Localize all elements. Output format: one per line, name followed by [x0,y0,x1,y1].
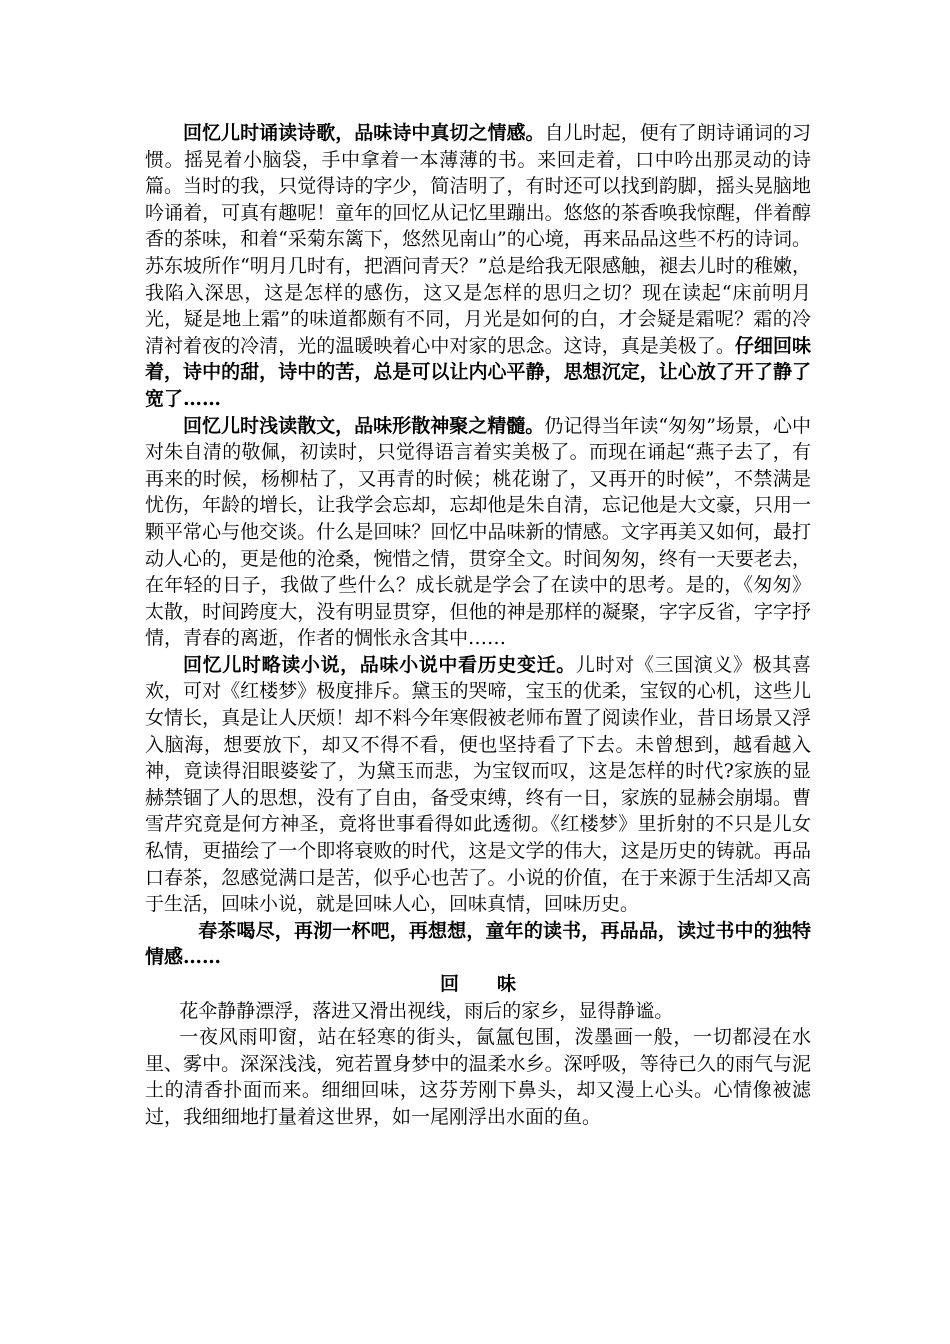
paragraph-prose-body: 仍记得当年读“匆匆”场景，心中对朱自清的敬佩，初读时，只觉得语言着实美极了。而现在诵起“燕子去了，有再来的时候，杨柳枯了，又再青的时候；桃花谢了，又再开的时候”，不禁满是忧伤，年龄的增长，让我学会忘却，忘却他是朱自清，忘记他是大文豪，只用一颗平常心与他交谈。什么是回味？回忆中品味新的情感。文字再美又如何，最打动人心的，更是他的沧桑，惋惜之情，贯穿全文。时间匆匆，终有一天要老去，在年轻的日子，我做了些什么？成长就是学会了在读中的思考。是的，《匆匆》太散，时间跨度大，没有明显贯穿，但他的神是那样的凝聚，字字反省，字字抒情，青春的离逝，作者的惆怅永含其中…… [145,414,811,650]
paragraph-novel-body: 儿时对《三国演义》极其喜欢，可对《红楼梦》极度排斥。黛玉的哭啼，宝玉的优柔，宝钗的心机，这些儿女情长，真是让人厌烦！却不料今年寒假被老师布置了阅读作业，昔日场景又浮入脑海，想要放下，却又不得不看，便也坚持看了下去。未曾想到，越看越入神，竟读得泪眼婆娑了，为黛玉而悲，为宝钗而叹，这是怎样的时代?家族的显赫禁锢了人的思想，没有了自由，备受束缚，终有一日，家族的显赫会崩塌。曹雪芹究竟是何方神圣，竟将世事看得如此透彻。《红楼梦》里折射的不只是儿女私情，更描绘了一个即将衰败的时代，这是文学的伟大，这是历史的铸就。再品口春茶，忽感觉满口是苦，似乎心也苦了。小说的价值，在于来源于生活却又高于生活，回味小说，就是回味人心，回味真情，回味历史。 [145,653,811,916]
paragraph-prose-lead: 回忆儿时浅读散文，品味形散神聚之精髓。 [183,414,545,437]
essay-title: 回味 [439,973,554,995]
paragraph-poetry-tail: 仔细回味着，诗中的甜，诗中的苦，总是可以让内心平静，思想沉定，让心放了开了静了宽了…… [145,334,811,410]
paragraph-poetry-lead: 回忆儿时诵读诗歌，品味诗中真切之情感。 [183,122,545,144]
paragraph-poetry-body: 自儿时起，便有了朗诗诵词的习惯。摇晃着小脑袋，手中拿着一本薄薄的书。来回走着，口中吟出那灵动的诗篇。当时的我，只觉得诗的字少，简洁明了，有时还可以找到韵脚，摇头晃脑地吟诵着，可真有趣呢！童年的回忆从记忆里蹦出。悠悠的茶香唤我惊醒，伴着醇香的茶味，和着“采菊东篱下，悠然见南山”的心境，再来品品这些不朽的诗词。苏东坡所作“明月几时有，把酒问青天？”总是给我无限感触，褪去儿时的稚嫩，我陷入深思，这是怎样的感伤，这又是怎样的思归之切？现在读起“床前明月光，疑是地上霜”的味道都颇有不同，月光是如何的白，才会疑是霜呢？霜的冷清衬着夜的冷清，光的温暖映着心中对家的思念。这诗，真是美极了。 [145,122,811,357]
essay-paragraph-1: 花伞静静漂浮，落进又滑出视线，雨后的家乡，显得静谧。 [179,999,674,1022]
paragraph-novel [145,652,811,918]
paragraph-poetry [145,120,811,413]
paragraph-closing [145,918,811,971]
paragraph-prose [145,413,811,652]
document-page [145,120,811,1131]
essay-paragraph-2: 一夜风雨叩窗，站在轻寒的街头，氤氲包围，泼墨画一般，一切都浸在水里、雾中。深深浅浅，宛若置身梦中的温柔水乡。深呼吸，等待已久的雨气与泥土的清香扑面而来。细细回味，这芬芳刚下鼻头，却又漫上心头。心情像被滤过，我细细地打量着这世界，如一尾刚浮出水面的鱼。 [145,1026,811,1128]
paragraph-novel-lead: 回忆儿时略读小说，品味小说中看历史变迁。 [183,653,576,676]
closing-text: 春茶喝尽，再沏一杯吧，再想想，童年的读书，再品品，读过书中的独特情感…… [145,919,811,969]
